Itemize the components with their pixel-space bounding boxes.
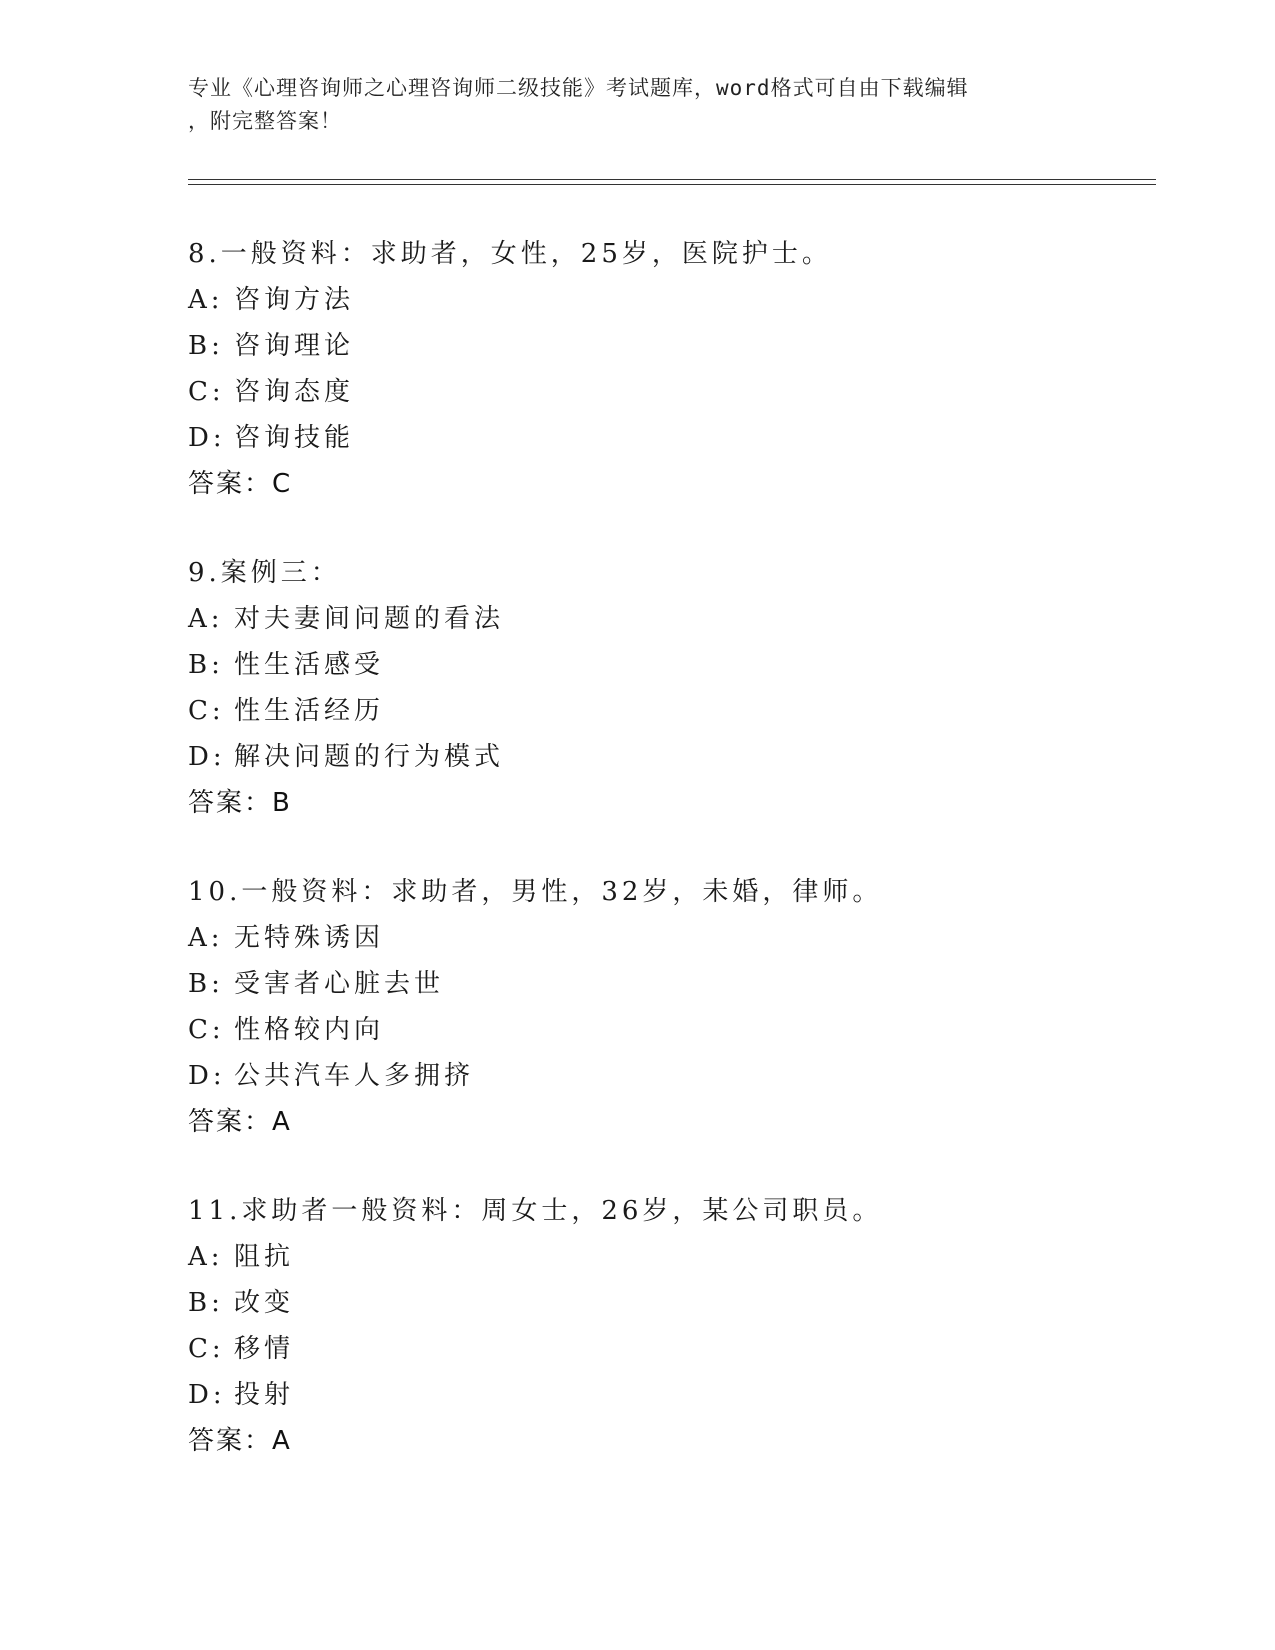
question-option bbox=[188, 642, 1148, 688]
question-option bbox=[188, 1053, 1148, 1099]
option-letter: D: bbox=[188, 1380, 226, 1410]
option-text: 改变 bbox=[234, 1288, 295, 1318]
option-text: 投射 bbox=[234, 1380, 295, 1410]
question-option bbox=[188, 734, 1148, 780]
question-option bbox=[188, 961, 1148, 1007]
option-text: 解决问题的行为模式 bbox=[234, 742, 505, 772]
option-letter: D: bbox=[188, 742, 226, 772]
question-option bbox=[188, 277, 1148, 323]
option-letter: C: bbox=[188, 1015, 225, 1045]
option-letter: B: bbox=[188, 331, 224, 361]
option-letter: A: bbox=[188, 1242, 224, 1272]
question-block bbox=[188, 550, 1148, 826]
question-option bbox=[188, 915, 1148, 961]
option-letter: C: bbox=[188, 377, 225, 407]
header-divider-top bbox=[188, 179, 1156, 180]
option-text: 咨询理论 bbox=[234, 331, 355, 361]
question-stem: 8.一般资料：求助者，女性，25岁，医院护士。 bbox=[188, 239, 832, 269]
answer-label: 答案：A bbox=[188, 1107, 292, 1137]
header-line-2: ，附完整答案！ bbox=[188, 109, 342, 133]
option-letter: B: bbox=[188, 1288, 224, 1318]
option-text: 性生活经历 bbox=[234, 696, 385, 726]
option-text: 公共汽车人多拥挤 bbox=[234, 1061, 475, 1091]
question-option bbox=[188, 1234, 1148, 1280]
option-text: 无特殊诱因 bbox=[234, 923, 385, 953]
option-letter: C: bbox=[188, 696, 225, 726]
question-option bbox=[188, 1280, 1148, 1326]
header-divider-bottom bbox=[188, 184, 1156, 185]
question-stem: 9.案例三： bbox=[188, 558, 341, 588]
header-line-1: 专业《心理咨询师之心理咨询师二级技能》考试题库，word格式可自由下载编辑 bbox=[188, 76, 969, 100]
option-text: 对夫妻间问题的看法 bbox=[234, 604, 505, 634]
option-letter: A: bbox=[188, 285, 224, 315]
question-option bbox=[188, 1326, 1148, 1372]
option-text: 咨询态度 bbox=[234, 377, 355, 407]
question-stem: 11.求助者一般资料：周女士，26岁，某公司职员。 bbox=[188, 1196, 883, 1226]
option-letter: D: bbox=[188, 1061, 226, 1091]
question-block bbox=[188, 1188, 1148, 1464]
option-text: 性格较内向 bbox=[234, 1015, 385, 1045]
option-text: 移情 bbox=[234, 1334, 295, 1364]
answer-label: 答案：A bbox=[188, 1426, 292, 1456]
question-block bbox=[188, 869, 1148, 1145]
option-letter: B: bbox=[188, 650, 224, 680]
option-text: 性生活感受 bbox=[234, 650, 385, 680]
option-text: 咨询方法 bbox=[234, 285, 355, 315]
option-letter: D: bbox=[188, 423, 226, 453]
question-block bbox=[188, 231, 1148, 507]
question-option bbox=[188, 688, 1148, 734]
answer-label: 答案：B bbox=[188, 788, 292, 818]
document-header bbox=[188, 72, 1088, 138]
answer-label: 答案：C bbox=[188, 469, 293, 499]
option-letter: A: bbox=[188, 923, 224, 953]
option-letter: B: bbox=[188, 969, 224, 999]
question-option bbox=[188, 1372, 1148, 1418]
option-text: 受害者心脏去世 bbox=[234, 969, 445, 999]
question-option bbox=[188, 596, 1148, 642]
question-stem: 10.一般资料：求助者，男性，32岁，未婚，律师。 bbox=[188, 877, 883, 907]
option-letter: C: bbox=[188, 1334, 225, 1364]
question-option bbox=[188, 415, 1148, 461]
question-option bbox=[188, 323, 1148, 369]
question-option bbox=[188, 369, 1148, 415]
option-text: 咨询技能 bbox=[234, 423, 355, 453]
option-text: 阻抗 bbox=[234, 1242, 295, 1272]
question-option bbox=[188, 1007, 1148, 1053]
option-letter: A: bbox=[188, 604, 224, 634]
